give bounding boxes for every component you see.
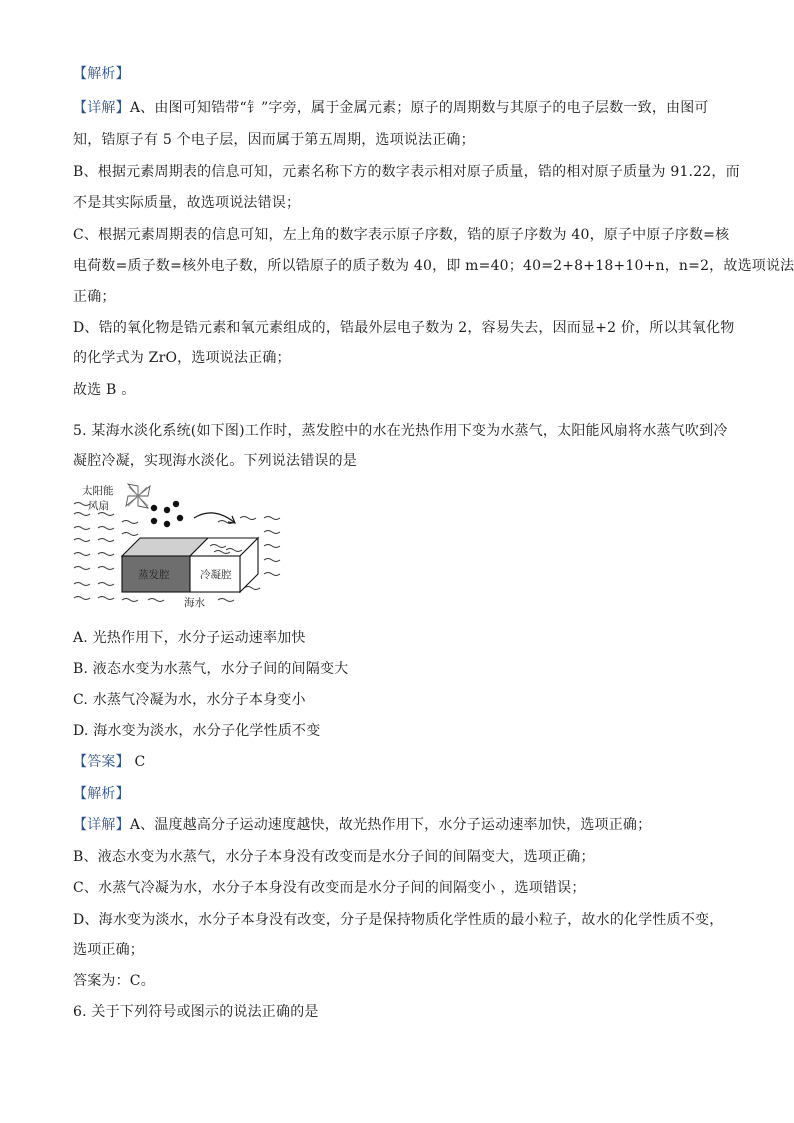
- answer-value: C: [134, 754, 146, 770]
- explanation-b-line-2: 不是其实际质量，故选项说法错误；: [73, 195, 301, 211]
- option-c: C. 水蒸气冷凝为水，水分子本身变小: [73, 692, 306, 708]
- analysis-heading: 【解析】: [73, 66, 130, 82]
- detail-tag-q5: 【详解】: [73, 817, 130, 833]
- condensation-chamber-label: 冷凝腔: [200, 569, 232, 581]
- option-b: B. 液态水变为水蒸气，水分子间的间隔变大: [73, 661, 349, 677]
- explanation-b-line-1: B、根据元素周期表的信息可知，元素名称下方的数字表示相对原子质量，锆的相对原子质量为 91.22，而: [73, 164, 740, 180]
- seawater-label: 海水: [184, 597, 205, 609]
- question-5-stem-line-1: 5. 某海水淡化系统(如下图)工作时，蒸发腔中的水在光热作用下变为水蒸气，太阳能风扇将水蒸气吹到冷: [73, 423, 728, 439]
- explanation-a-line-1: [73, 98, 709, 118]
- q5-explanation-b: B、液态水变为水蒸气，水分子本身没有改变而是水分子间的间隔变大，选项正确；: [73, 849, 595, 865]
- evaporation-chamber-label: 蒸发腔: [138, 569, 170, 581]
- q5-explanation-d-line-1: D、海水变为淡水，水分子本身没有改变，分子是保持物质化学性质的最小粒子，故水的化学性质不变，: [73, 912, 724, 928]
- q5-explanation-a-text: A、温度越高分子运动速度越快，故光热作用下，水分子运动速率加快，选项正确；: [129, 817, 652, 833]
- solar-fan-icon: [126, 484, 150, 508]
- option-d: D. 海水变为淡水，水分子化学性质不变: [73, 723, 321, 739]
- q5-explanation-a: [73, 815, 651, 835]
- answer-tag: 【答案】: [73, 754, 130, 770]
- fan-label-1: 太阳能: [82, 485, 114, 497]
- explanation-a-text-1: A、由图可知锆带“钅”字旁，属于金属元素；原子的周期数与其原子的电子层数一致，由图可: [129, 100, 709, 116]
- q5-explanation-c: C、水蒸气冷凝为水，水分子本身没有改变而是水分子间的间隔变小 ，选项错误；: [73, 880, 586, 896]
- detail-tag: 【详解】: [73, 100, 130, 116]
- analysis-heading-q5: 【解析】: [73, 786, 130, 802]
- explanation-d-line-2: 的化学式为 ZrO，选项说法正确；: [73, 350, 291, 366]
- option-a: A. 光热作用下，水分子运动速率加快: [73, 630, 306, 646]
- question-5-stem-line-2: 凝腔冷凝，实现海水淡化。下列说法错误的是: [73, 453, 357, 469]
- question-6-stem: 6. 关于下列符号或图示的说法正确的是: [73, 1004, 319, 1020]
- explanation-c-line-1: C、根据元素周期表的信息可知，左上角的数字表示原子序数，锆的原子序数为 40，原子中原子序数=核: [73, 227, 730, 243]
- explanation-c-line-2: 电荷数=质子数=核外电子数，所以锆原子的质子数为 40，即 m=40；40=2+8+18+10+n，n=2，故选项说法: [73, 258, 794, 274]
- q5-explanation-d-line-2: 选项正确；: [73, 942, 144, 958]
- water-vapour-dots: [151, 501, 183, 527]
- q5-conclusion: 答案为：C。: [73, 973, 155, 989]
- explanation-a-line-2: 知，锆原子有 5 个电子层，因而属于第五周期，选项说法正确；: [73, 132, 475, 148]
- answer-line: [73, 752, 145, 772]
- conclusion: 故选 B 。: [73, 382, 136, 398]
- explanation-c-line-3: 正确；: [73, 289, 116, 305]
- fan-label-2: 风扇: [88, 500, 109, 512]
- explanation-d-line-1: D、锆的氧化物是锆元素和氧元素组成的，锆最外层电子数为 2，容易失去，因而显+2 价，所以其氧化物: [73, 320, 735, 336]
- airflow-arrow-icon: [194, 513, 235, 523]
- desalination-diagram: [68, 478, 288, 613]
